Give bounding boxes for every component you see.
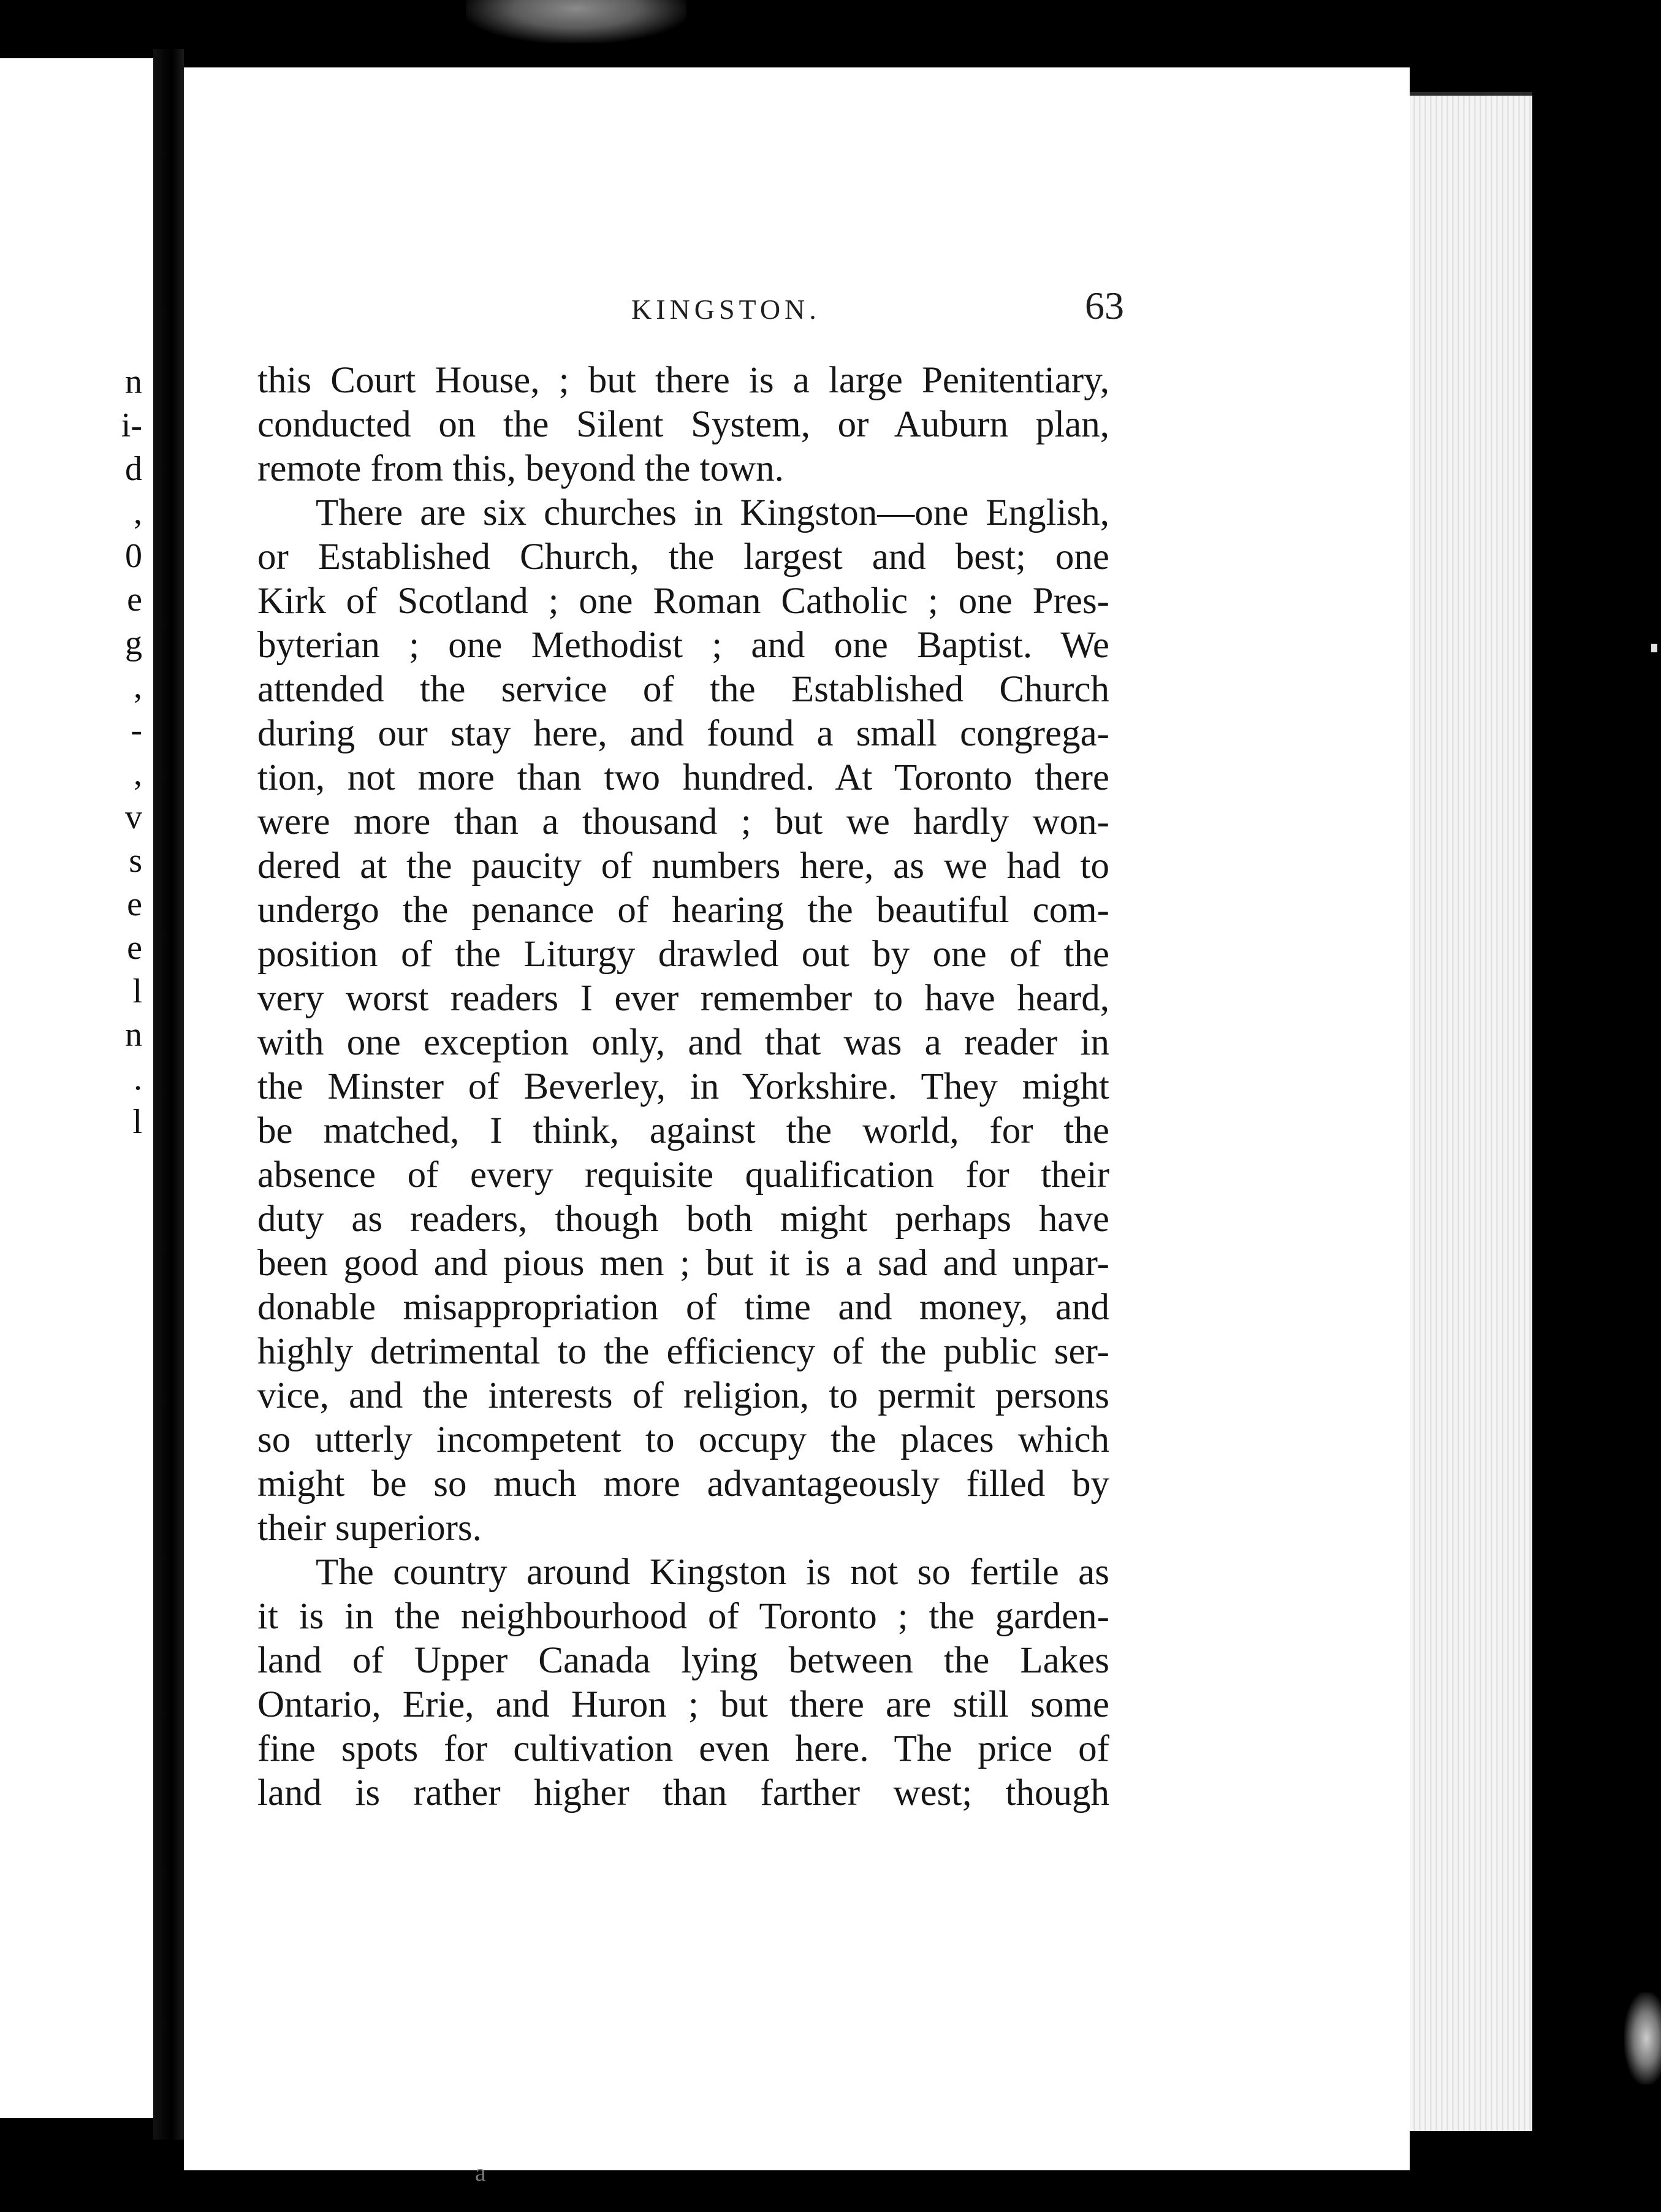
text-line: so utterly incompetent to occupy the places which xyxy=(257,1419,1109,1460)
text-line: their superiors. xyxy=(257,1508,482,1549)
text-line: tion, not more than two hundred. At Toronto there xyxy=(257,757,1109,798)
scan-dot xyxy=(1651,644,1657,652)
previous-page-line-end: s xyxy=(129,842,142,880)
scan-artifact-top xyxy=(466,0,686,43)
text-line: were more than a thousand ; but we hardly won- xyxy=(257,801,1109,842)
previous-page-line-end: n xyxy=(125,1016,142,1054)
previous-page-line-end: l xyxy=(132,972,142,1010)
previous-page-line-end: , xyxy=(134,755,142,793)
text-line: dered at the paucity of numbers here, as we had to xyxy=(257,845,1109,887)
previous-page-line-end: i- xyxy=(121,406,142,444)
previous-page-line-end: - xyxy=(131,711,142,749)
text-line: undergo the penance of hearing the beautiful com- xyxy=(257,890,1109,931)
text-line: or Established Church, the largest and best; one xyxy=(257,536,1109,578)
text-line: the Minster of Beverley, in Yorkshire. They might xyxy=(257,1066,1109,1107)
text-line: absence of every requisite qualification for their xyxy=(257,1154,1109,1196)
running-head: KINGSTON. xyxy=(631,294,821,325)
text-line: There are six churches in Kingston—one English, xyxy=(316,492,1109,533)
previous-page-line-ends xyxy=(0,58,153,2118)
page-number: 63 xyxy=(1085,284,1124,327)
text-line: land of Upper Canada lying between the Lakes xyxy=(257,1640,1109,1681)
text-line: Ontario, Erie, and Huron ; but there are still some xyxy=(257,1684,1109,1725)
scan-artifact-right xyxy=(1624,1993,1661,2084)
text-line: donable misappropriation of time and money, and xyxy=(257,1287,1109,1328)
page-block-fore-edge xyxy=(1410,92,1532,2131)
text-line: it is in the neighbourhood of Toronto ; the garden- xyxy=(257,1596,1109,1637)
text-line: during our stay here, and found a small congrega- xyxy=(257,713,1109,754)
text-line: The country around Kingston is not so fertile as xyxy=(316,1552,1109,1593)
previous-page-line-end: d xyxy=(125,450,142,488)
text-line: very worst readers I ever remember to have heard, xyxy=(257,978,1109,1019)
book-gutter xyxy=(153,49,184,2140)
previous-page-line-end: , xyxy=(134,494,142,532)
text-line: duty as readers, though both might perhaps have xyxy=(257,1199,1109,1240)
previous-page-line-end: l xyxy=(132,1103,142,1141)
text-line: this Court House, ; but there is a large Penitentiary, xyxy=(257,360,1109,401)
previous-page-line-end: . xyxy=(134,1059,142,1097)
previous-page-sliver xyxy=(0,58,153,2118)
previous-page-line-end: n xyxy=(125,363,142,401)
text-line: be matched, I think, against the world, for the xyxy=(257,1110,1109,1151)
text-line: attended the service of the Established Church xyxy=(257,669,1109,710)
text-line: position of the Liturgy drawled out by one of the xyxy=(257,934,1109,975)
text-line: vice, and the interests of religion, to permit persons xyxy=(257,1375,1109,1416)
text-line: might be so much more advantageously filled by xyxy=(257,1463,1109,1505)
text-line: highly detrimental to the efficiency of the public ser- xyxy=(257,1331,1109,1372)
text-line: byterian ; one Methodist ; and one Baptist. We xyxy=(257,625,1109,666)
previous-page-line-end: 0 xyxy=(125,537,142,575)
body-text xyxy=(257,359,1109,1815)
scan-background-right xyxy=(1532,92,1661,2212)
previous-page-line-end: e xyxy=(127,581,142,619)
text-line: been good and pious men ; but it is a sad and unpar- xyxy=(257,1243,1109,1284)
previous-page-line-end: g xyxy=(125,624,142,662)
previous-page-line-end: v xyxy=(125,798,142,836)
previous-page-line-end: e xyxy=(127,885,142,923)
previous-page-line-end: , xyxy=(134,668,142,706)
previous-page-line-end: e xyxy=(127,929,142,967)
text-line: Kirk of Scotland ; one Roman Catholic ; one Pres- xyxy=(257,581,1109,622)
text-line: with one exception only, and that was a reader in xyxy=(257,1022,1109,1063)
bottom-mark: a xyxy=(475,2159,486,2186)
text-line: fine spots for cultivation even here. The price of xyxy=(257,1728,1109,1769)
text-line: conducted on the Silent System, or Auburn plan, xyxy=(257,404,1109,445)
text-line: remote from this, beyond the town. xyxy=(257,448,784,489)
text-line: land is rather higher than farther west; though xyxy=(257,1772,1109,1813)
